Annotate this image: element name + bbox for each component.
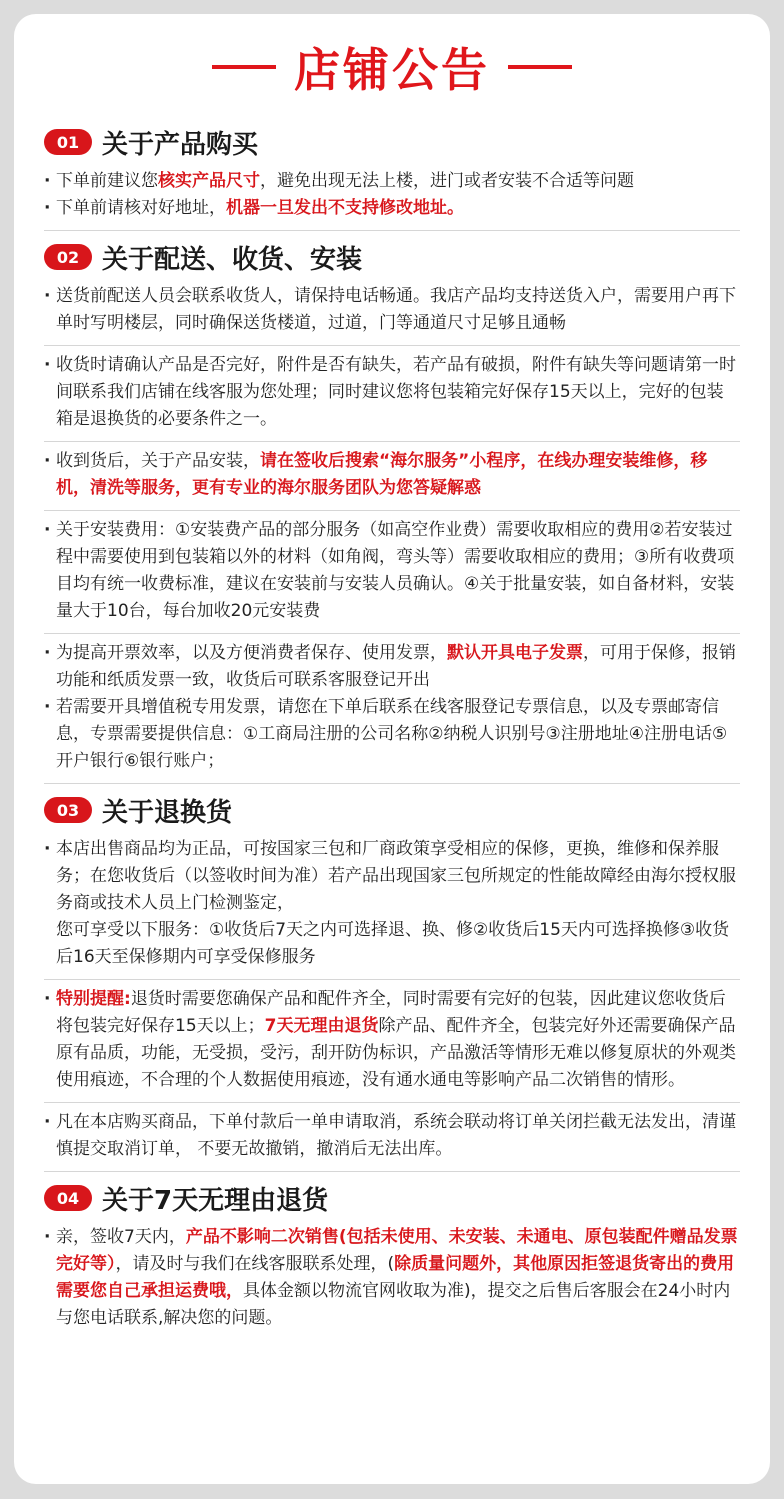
- delivery-item-inspect: · 收货时请确认产品是否完好，附件是否有缺失，若产品有破损，附件有缺失等问题请第一时间联系我们店铺在线客服为您处理；同时建议您将包装箱完好保存15天以上，完好的包装箱是退换货的必要条件之一。: [44, 352, 740, 433]
- section-03-title: 关于退换货: [102, 797, 233, 828]
- page-title: 店铺公告: [294, 43, 490, 97]
- purchase-item-size: · 下单前建议您核实产品尺寸，避免出现无法上楼，进门或者安装不合适等问题: [44, 168, 740, 195]
- section-02-block-fees: [44, 511, 740, 634]
- section-04-block: [44, 1218, 740, 1340]
- section-01-badge: 01: [44, 129, 92, 155]
- page-header: [44, 32, 740, 102]
- delivery-item-vat-invoice: · 若需要开具增值税专用发票，请您在下单后联系在线客服登记专票信息，以及专票邮寄信息，专票需要提供信息：①工商局注册的公司名称②纳税人识别号③注册地址④注册电话⑤开户银行⑥银行账户；: [44, 694, 740, 775]
- section-03-badge: 03: [44, 797, 92, 823]
- section-03-block-cancel: [44, 1103, 740, 1172]
- section-03-block-reminder: [44, 980, 740, 1103]
- section-04-title: 关于7天无理由退货: [102, 1185, 329, 1216]
- title-right-line: [508, 65, 572, 69]
- section-02-badge: 02: [44, 244, 92, 270]
- delivery-item-install: · 收到货后，关于产品安装，请在签收后搜索“海尔服务”小程序，在线办理安装维修，移机，清洗等服务，更有专业的海尔服务团队为您答疑解惑: [44, 448, 740, 502]
- title-left-line: [212, 65, 276, 69]
- section-02-block-delivery: [44, 277, 740, 346]
- section-04-header: [44, 1178, 740, 1218]
- delivery-item-contact: · 送货前配送人员会联系收货人，请保持电话畅通。我店产品均支持送货入户，需要用户再下单时写明楼层，同时确保送货楼道，过道，门等通道尺寸足够且通畅: [44, 283, 740, 337]
- section-02-block-install: [44, 442, 740, 511]
- seven-day-return-item: · 亲，签收7天内，产品不影响二次销售(包括未使用、未安装、未通电、原包装配件赠品发票完好等），请及时与我们在线客服联系处理，(除质量问题外，其他原因拒签退货寄出的费用需要您自己承担运费哦，具体金额以物流官网收取为准)，提交之后售后客服会在24小时内与您电话联系,解决您的问题。: [44, 1224, 740, 1332]
- return-item-services: 您可享受以下服务：①收货后7天之内可选择退、换、修②收货后15天内可选择换修③收货后16天至保修期内可享受保修服务: [56, 920, 730, 967]
- section-02-title: 关于配送、收货、安装: [102, 244, 363, 275]
- return-item-special-reminder: · 特别提醒:退货时需要您确保产品和配件齐全，同时需要有完好的包装，因此建议您收货后将包装完好保存15天以上；7天无理由退货除产品、配件齐全，包装完好外还需要确保产品原有品质，功能，无受损，受污，刮开防伪标识，产品激活等情形无难以修复原状的外观类使用痕迹，不合理的个人数据使用痕迹，没有通水通电等影响产品二次销售的情形。: [44, 986, 740, 1094]
- section-01-title: 关于产品购买: [102, 129, 259, 160]
- return-item-genuine: · 本店出售商品均为正品，可按国家三包和厂商政策享受相应的保修，更换，维修和保养服务；在您收货后（以签收时间为准）若产品出现国家三包所规定的性能故障经由海尔授权服务商或技术人员上门检测鉴定，: [44, 836, 740, 917]
- section-02-block-invoice: [44, 634, 740, 784]
- section-01-header: [44, 122, 740, 162]
- section-02-block-inspect: [44, 346, 740, 442]
- section-04-badge: 04: [44, 1185, 92, 1211]
- return-item-cancel-order: · 凡在本店购买商品，下单付款后一单申请取消，系统会联动将订单关闭拦截无法发出，清谨慎提交取消订单， 不要无故撤销，撤消后无法出库。: [44, 1109, 740, 1163]
- delivery-item-e-invoice: · 为提高开票效率，以及方便消费者保存、使用发票，默认开具电子发票，可用于保修，报销功能和纸质发票一致，收货后可联系客服登记开出: [44, 640, 740, 694]
- section-03-header: [44, 790, 740, 830]
- section-02-header: [44, 237, 740, 277]
- purchase-item-address: · 下单前请核对好地址，机器一旦发出不支持修改地址。: [44, 195, 740, 222]
- section-03-block-warranty: [44, 830, 740, 980]
- delivery-item-fees: · 关于安装费用：①安装费产品的部分服务（如高空作业费）需要收取相应的费用②若安装过程中需要使用到包装箱以外的材料（如角阀，弯头等）需要收取相应的费用；③所有收费项目均有统一收费标准，建议在安装前与安装人员确认。④关于批量安装，如自备材料，安装量大于10台，每台加收20元安装费: [44, 517, 740, 625]
- announcement-card: [14, 14, 770, 1484]
- section-01-block: [44, 162, 740, 231]
